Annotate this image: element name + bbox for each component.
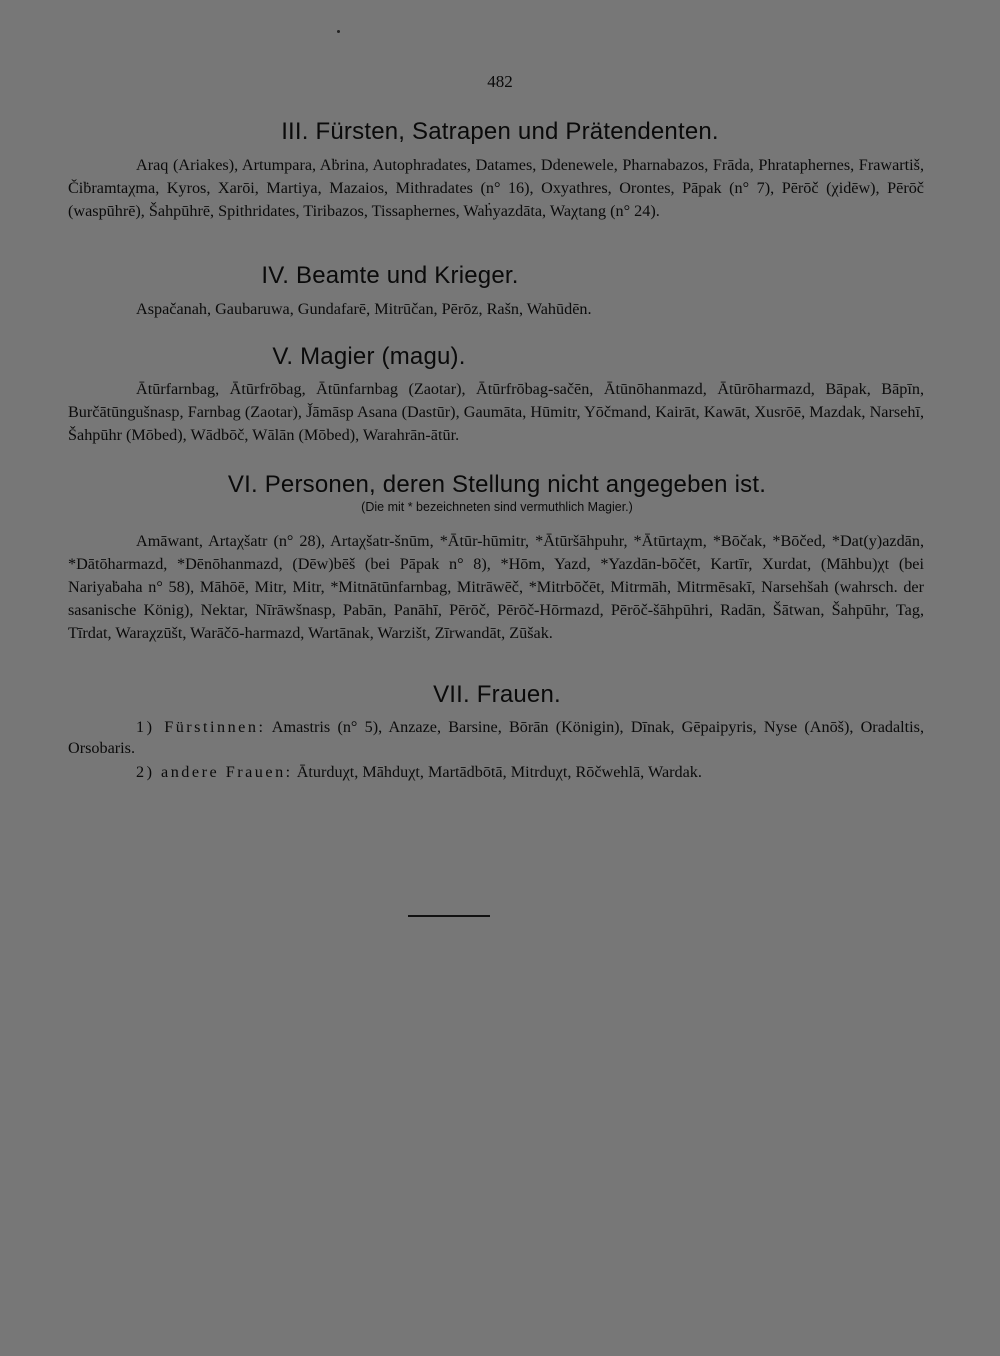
section-text-v: Ātūrfarnbag, Ātūrfrōbag, Ātūnfarnbag (Zaotar), Ātūrfrōbag-sačēn, Ātūnōhanmazd, Ātūrōharmazd, Bāpak, Bāpīn, Burčātūngušnasp, Farnbag (Zaotar), J̌āmāsp Asana (Dastūr), Gaumāta, Hūmitr, Yōčmand, Kairāt, Kawāt, Xusrōē, Mazdak, Narsehī, Šahpūhr (Mōbed), Wādbōč, Wālān (Mōbed), Warahrān-ātūr.: [68, 380, 924, 444]
women-item-royal-label: 1) Fürstinnen:: [136, 718, 266, 736]
section-heading-vi: VI. Personen, deren Stellung nicht angegeben ist.: [227, 471, 767, 498]
women-item-other-label: 2) andere Frauen:: [136, 763, 293, 781]
section-note-vi: (Die mit * bezeichneten sind vermuthlich Magier.): [361, 500, 633, 514]
closing-rule: [408, 915, 490, 917]
section-text-iii: Araq (Ariakes), Artumpara, Aḃrina, Autophradates, Datames, Ddenewele, Pharnabazos, Frāda, Phrataphernes, Frawartiš, Čiḃramtaχma, Kyros, Xarōi, Martiya, Mazaios, Mithradates (n° 16), Oxyathres, Orontes, Pāpak (n° 7), Pērōč (χidēw), Pērōč (waspūhrē), Šahpūhrē, Spithridates, Tiribazos, Tissaphernes, Waḣyazdāta, Waχtang (n° 24).: [68, 156, 924, 220]
section-heading-iii: III. Fürsten, Satrapen und Prätendenten.: [281, 118, 719, 145]
women-item-other-text: Āturduχt, Māhduχt, Martādbōtā, Mitrduχt, Rōčwehlā, Wardak.: [296, 763, 702, 781]
women-item-other: [68, 762, 924, 783]
women-item-royal-text: Amastris (n° 5), Anzaze, Barsine, Bōrān (Königin), Dīnak, Gēpaipyris, Nyse (Anōš), Oradaltis, Orsobaris.: [68, 718, 925, 757]
section-heading-vii: VII. Frauen.: [433, 681, 561, 708]
section-heading-iv: IV. Beamte und Krieger.: [261, 262, 519, 289]
section-text-iv: Aspačanah, Gaubaruwa, Gundafarē, Mitrūčan, Pērōz, Rašn, Wahūdēn.: [136, 300, 592, 318]
section-text-vi: Amāwant, Artaχšatr (n° 28), Artaχšatr-šnūm, *Ātūr-hūmitr, *Ātūršāhpuhr, *Ātūrtaχm, *Bōčak, *Bōčed, *Dat(y)azdān, *Dātōharmazd, *Dēnōhanmazd, (Dēw)bēš (bei Pāpak n° 8), *Hōm, Yazd, *Yazdān-bōčēt, Kartīr, Xurdat, (Māhbu)χt (bei Nariyaḃaha n° 58), Māhōē, Mitr, Mitr, *Mitnātūnfarnbag, Mitrāwēč, *Mitrbōčēt, Mitrmāh, Mitrmēsakī, Narsehšah (wahrsch. der sasanische König), Nektar, Nīrāwšnasp, Pabān, Panāhī, Pērōč, Pērōč-Hōrmazd, Pērōč-šāhpūhri, Radān, Šātwan, Šahpūhr, Tag, Tīrdat, Waraχzūšt, Warāčō-harmazd, Wartānak, Warzišt, Zīrwandāt, Zūšak.: [68, 532, 924, 642]
women-item-royal: [68, 717, 924, 759]
page-number: 482: [487, 72, 513, 91]
print-speck: [337, 30, 340, 33]
section-heading-v: V. Magier (magu).: [272, 343, 466, 370]
